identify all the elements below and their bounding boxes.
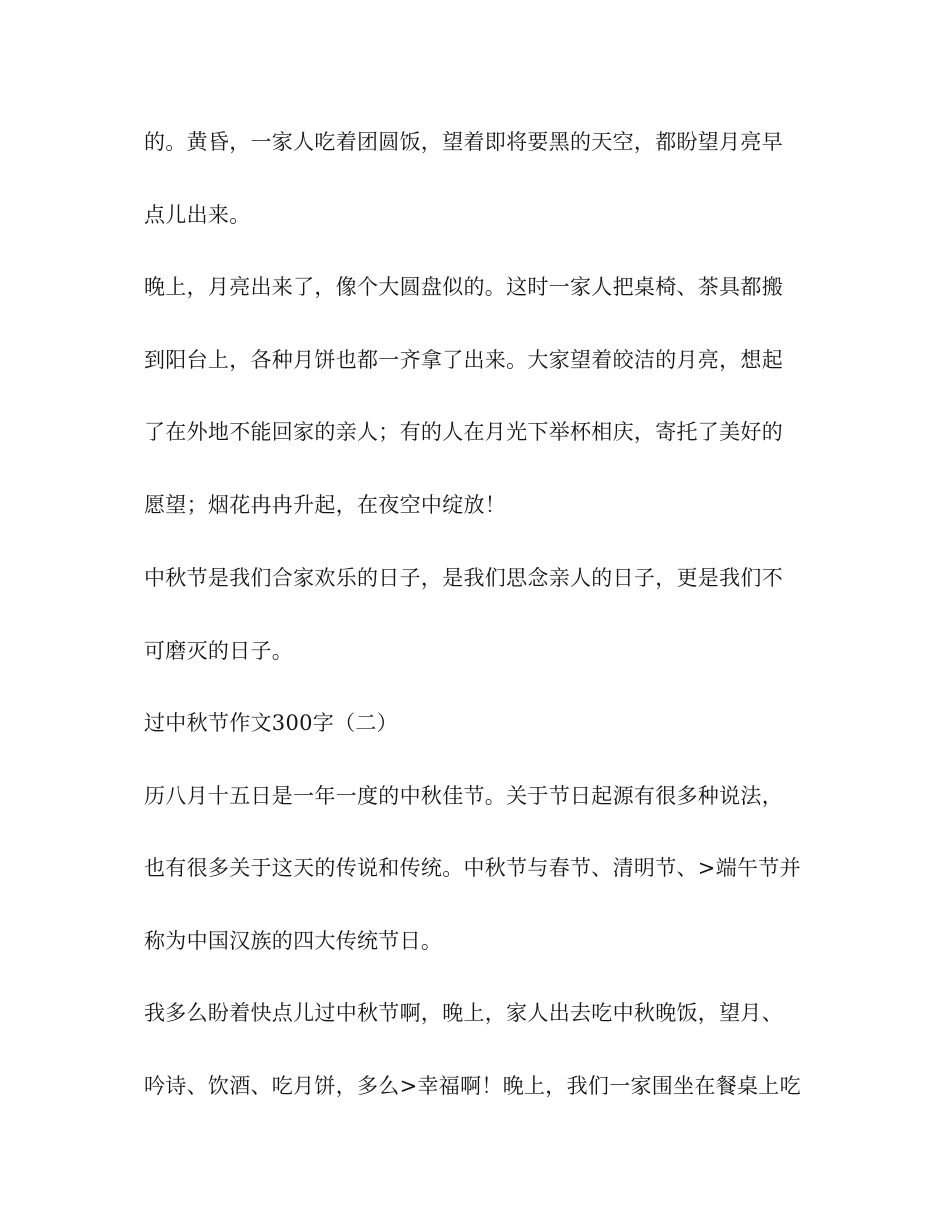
paragraph-line: 称为中国汉族的四大传统节日。 [144,929,443,953]
paragraph-line: 了在外地不能回家的亲人；有的人在月光下举杯相庆，寄托了美好的 [144,420,783,444]
paragraph-line: 愿望；烟花冉冉升起，在夜空中绽放！ [144,493,507,517]
paragraph-line: 我多么盼着快点儿过中秋节啊，晚上，家人出去吃中秋晚饭，望月、 [144,1001,783,1025]
paragraph-line: 吟诗、饮酒、吃月饼，多么>幸福啊！晚上，我们一家围坐在餐桌上吃 [144,1074,801,1098]
paragraph-line: 晚上，月亮出来了，像个大圆盘似的。这时一家人把桌椅、茶具都搬 [144,275,783,299]
paragraph-line: 可磨灭的日子。 [144,639,294,663]
paragraph-line: 也有很多关于这天的传说和传统。中秋节与春节、清明节、>端午节并 [144,856,801,880]
section-heading: 过中秋节作文300字（二） [144,711,398,735]
paragraph-line: 历八月十五日是一年一度的中秋佳节。关于节日起源有很多种说法， [144,784,783,808]
paragraph-line: 到阳台上，各种月饼也都一齐拿了出来。大家望着皎洁的月亮，想起 [144,348,783,372]
paragraph-line: 的。黄昏，一家人吃着团圆饭，望着即将要黑的天空，都盼望月亮早 [144,130,783,154]
paragraph-line: 点儿出来。 [144,203,251,227]
paragraph-line: 中秋节是我们合家欢乐的日子，是我们思念亲人的日子，更是我们不 [144,566,783,590]
